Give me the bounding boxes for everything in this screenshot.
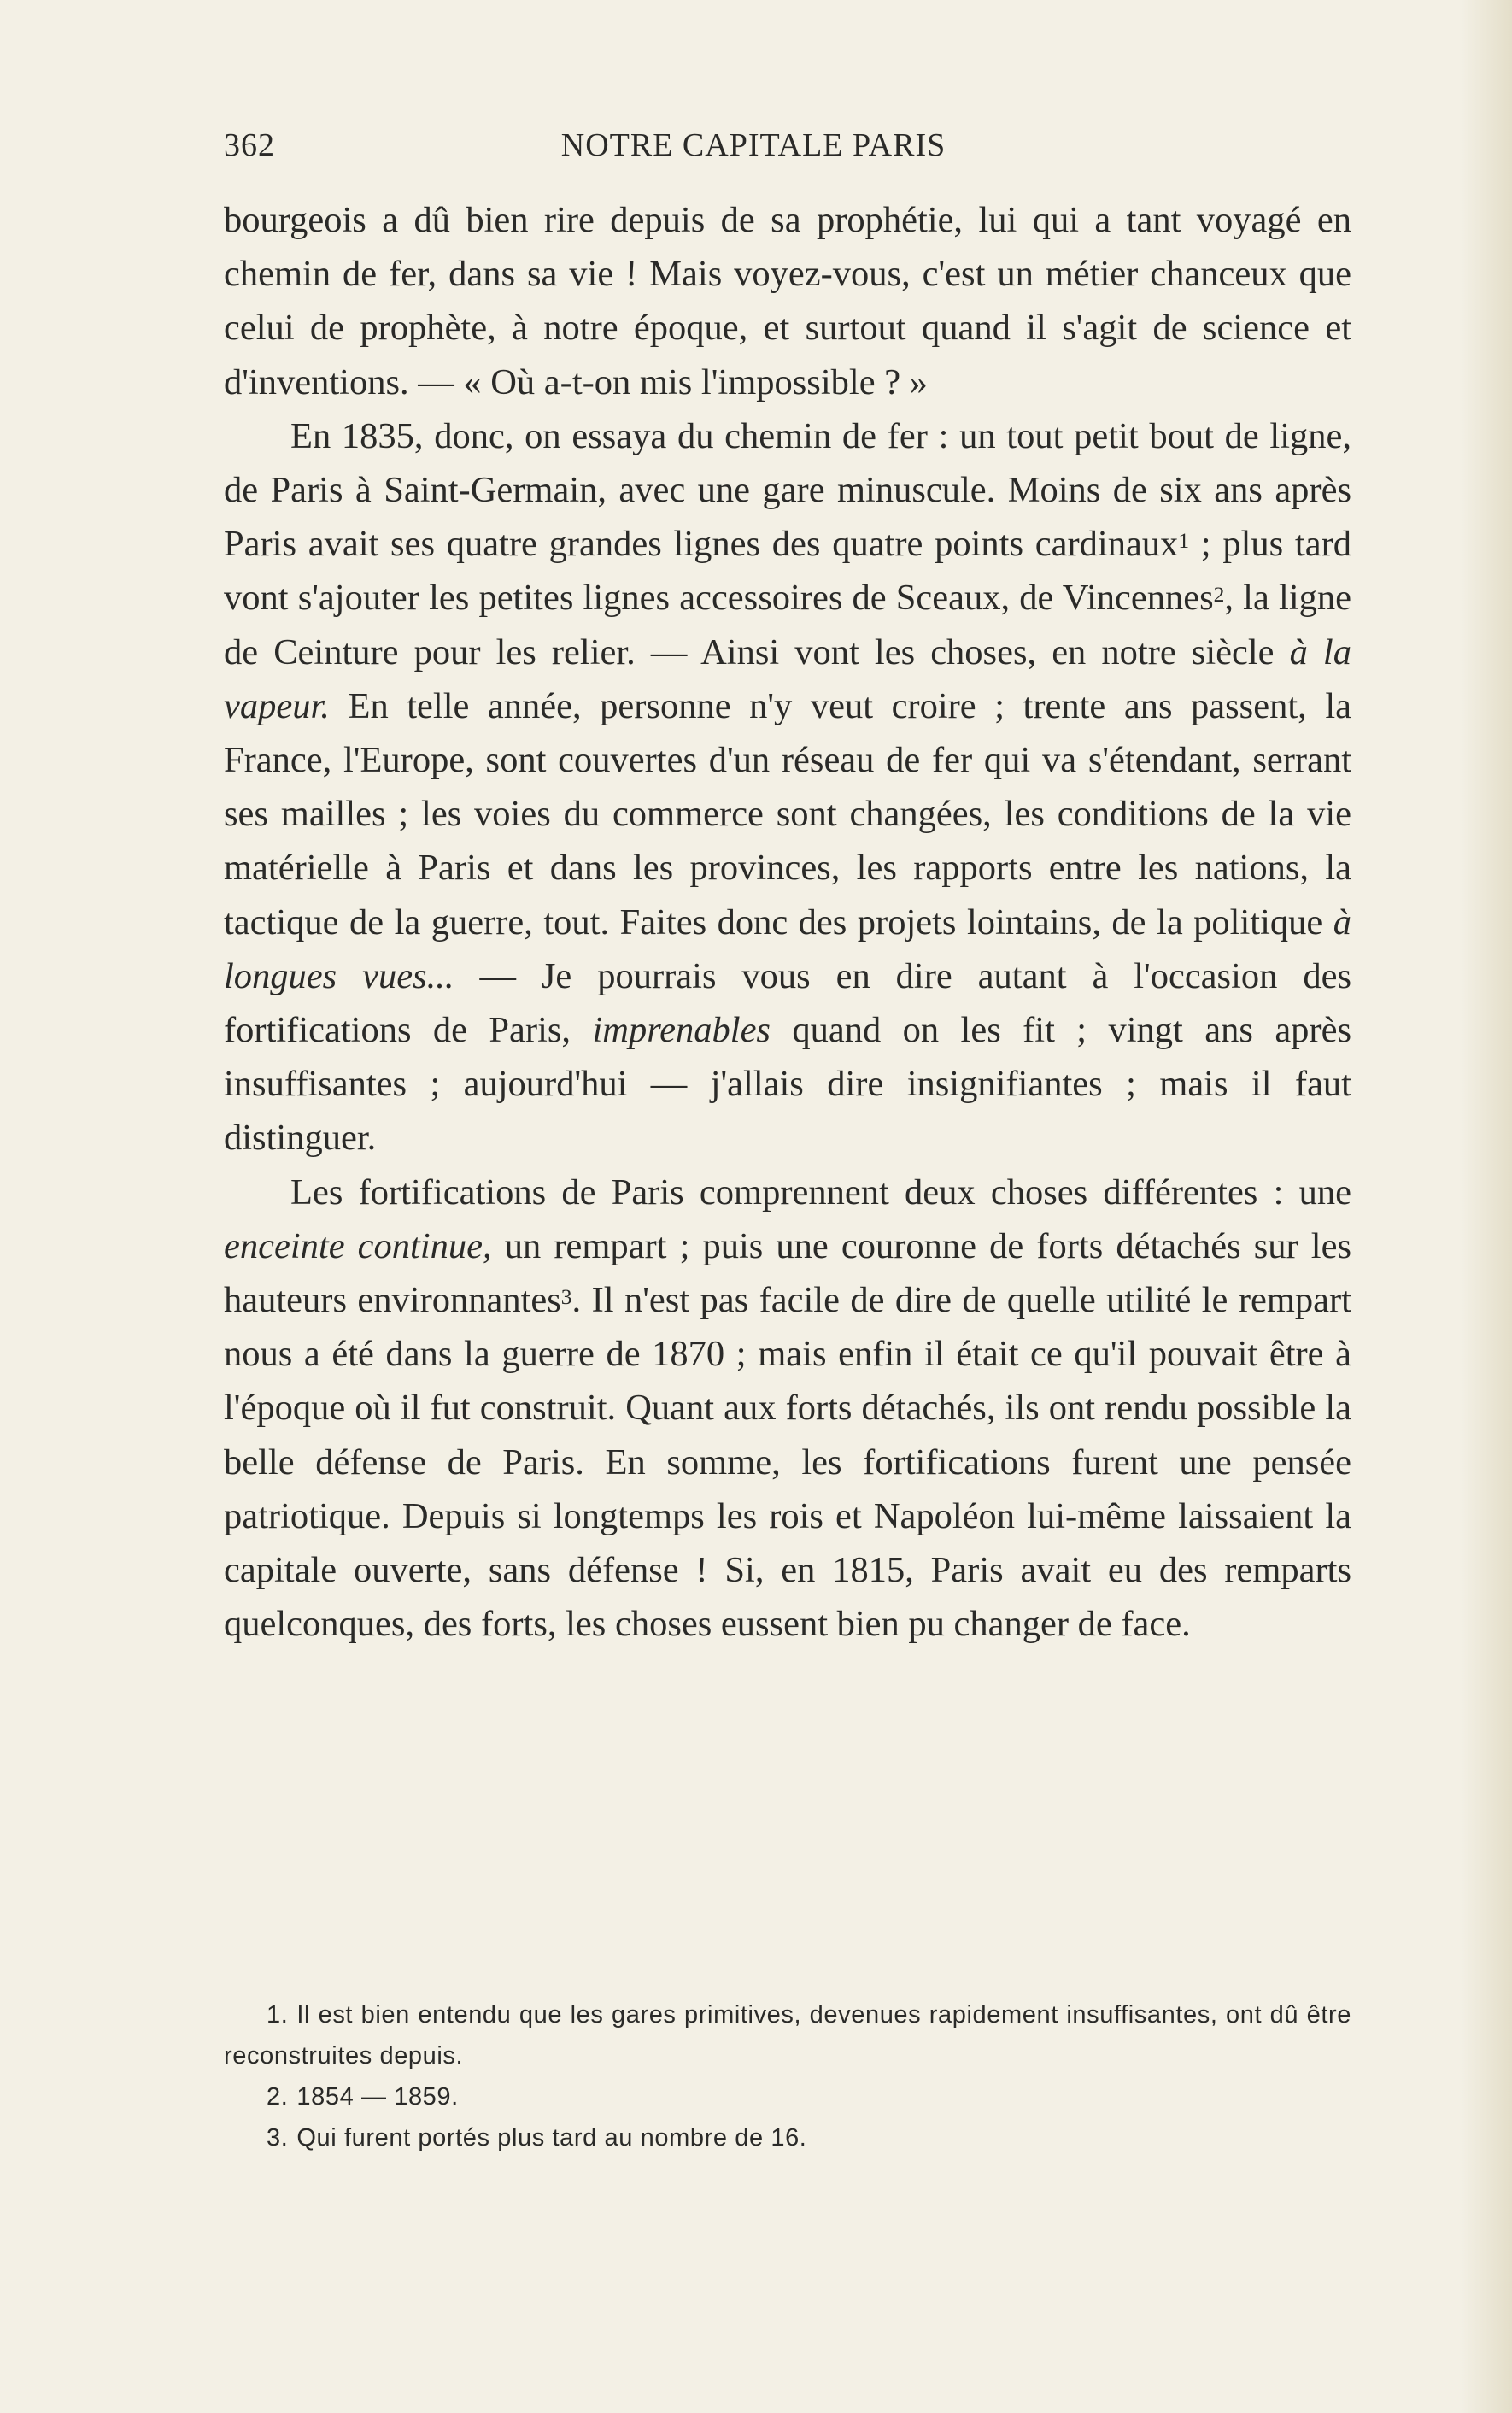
paragraph-3-text-b: un rempart ; puis une couronne de forts détachés sur les hauteurs environnantes xyxy=(224,1225,1351,1321)
body-text xyxy=(224,193,1351,1651)
italic-enceinte-continue: enceinte continue, xyxy=(224,1225,492,1266)
footnote-number: 1. xyxy=(267,2001,289,2028)
paragraph-2-text-b: ; plus tard vont s'ajouter les petites lignes accessoires de Sceaux, de Vincennes xyxy=(224,524,1351,619)
page-number: 362 xyxy=(224,127,275,163)
italic-imprenables: imprenables xyxy=(592,1010,771,1051)
italic-a-longues-vues: à longues vues... xyxy=(224,901,1351,996)
paragraph-3-text-c: . Il n'est pas facile de dire de quelle utilité le rempart nous a été dans la guerre de 1870 ; mais enfin il était ce qu'il pouvait être à l'époque où il fut construit. Quant aux forts détachés, ils ont rendu possible la belle défense de Paris. En somme, les fortifications furent une pensée patriotique. Depuis si longtemps les rois et Napoléon lui-même laissaient la capitale ouverte, sans défense ! Si, en 1815, Paris avait eu des remparts quelconques, des forts, les choses eussent bien pu changer de face. xyxy=(224,1280,1351,1645)
italic-a-la-vapeur: à la vapeur. xyxy=(224,631,1351,726)
paragraph-2 xyxy=(224,409,1351,1165)
paragraph-2-text-f: quand on les fit ; vingt ans après insuffisantes ; aujourd'hui — j'allais dire insignifiantes ; mais il faut distinguer. xyxy=(224,1010,1351,1159)
paragraph-3-text-a: Les fortifications de Paris comprennent deux choses différentes : une xyxy=(290,1171,1351,1212)
footnote-ref-3: 3 xyxy=(560,1284,572,1310)
paragraph-2-text-c: , la ligne de Ceinture pour les relier. — Ainsi vont les choses, en notre siècle xyxy=(224,578,1351,672)
footnotes xyxy=(224,1994,1351,2158)
running-title: NOTRE CAPITALE PARIS xyxy=(560,127,946,163)
footnote-3 xyxy=(224,2117,1351,2158)
footnote-number: 2. xyxy=(267,2083,289,2111)
page-header xyxy=(224,126,1351,169)
paragraph-2-text-e: — Je pourrais vous en dire autant à l'occasion des fortifications de Paris, xyxy=(224,955,1351,1051)
paragraph-1: bourgeois a dû bien rire depuis de sa prophétie, lui qui a tant voyagé en chemin de fer, dans sa vie ! Mais voyez-vous, c'est un métier chanceux que celui de prophète, à notre époque, et surtout quand il s'agit de science et d'inventions. — « Où a-t-on mis l'impossible ? » xyxy=(224,200,1351,402)
footnote-text: 1854 — 1859. xyxy=(296,2083,459,2111)
footnote-1 xyxy=(224,1994,1351,2076)
footnote-text: Qui furent portés plus tard au nombre de 16. xyxy=(296,2124,807,2152)
footnote-ref-2: 2 xyxy=(1213,582,1225,608)
footnote-ref-1: 1 xyxy=(1178,528,1190,554)
paragraph-2-text-d: En telle année, personne n'y veut croire ; trente ans passent, la France, l'Europe, sont couvertes d'un réseau de fer qui va s'étendant, serrant ses mailles ; les voies du commerce sont changées, les conditions de la vie matérielle à Paris et dans les provinces, les rapports entre les nations, la tactique de la guerre, tout. Faites donc des projets lointains, de la politique xyxy=(224,685,1351,942)
footnote-2 xyxy=(224,2076,1351,2117)
footnote-number: 3. xyxy=(267,2124,289,2152)
footnote-text: Il est bien entendu que les gares primitives, devenues rapidement insuffisantes, ont dû être reconstruites depuis. xyxy=(224,2001,1351,2070)
paragraph-2-text-a: En 1835, donc, on essaya du chemin de fer : un tout petit bout de ligne, de Paris à Saint-Germain, avec une gare minuscule. Moins de six ans après Paris avait ses quatre grandes lignes des quatre points cardinaux xyxy=(224,415,1351,565)
paragraph-3 xyxy=(224,1165,1351,1652)
page-edge-shadow xyxy=(1461,0,1512,2413)
